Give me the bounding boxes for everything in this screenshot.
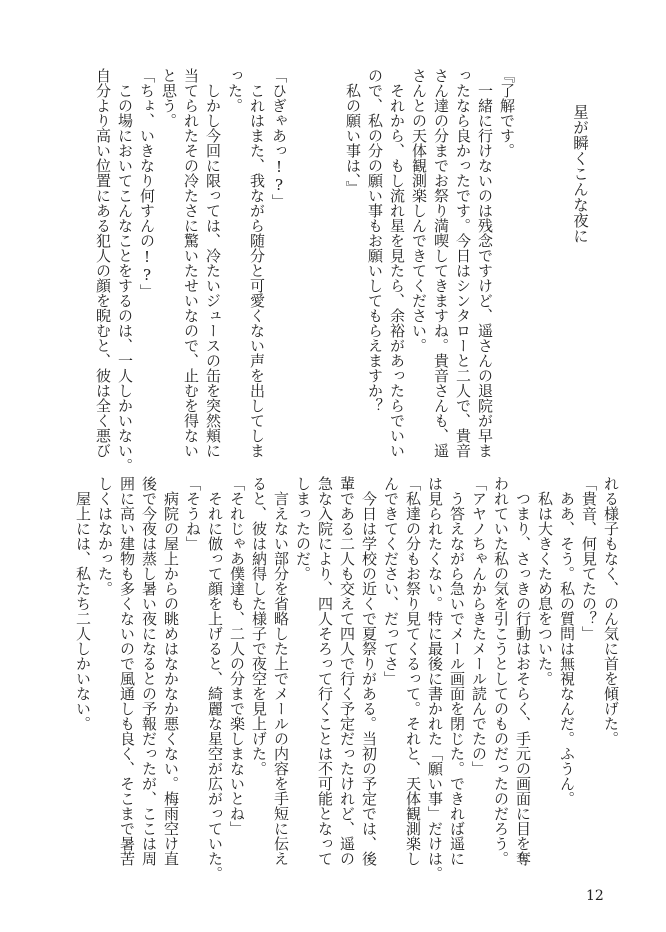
chapter-title: 星が瞬くこんな夜に xyxy=(571,104,589,244)
narrative-text-upper-left: 「ひぎゃあっ!?」 これはまた、我ながら随分と可愛くない声を出してしま った。 しかし今回に限っては、冷たいジュースの缶を突然頬に 当てられたその冷たさに驚いたせいなので、止むを得ない と思う。 「ちょ、いきなり何すんの!?」 この場においてこんなことをするのは、一人しかいない。 自分より高い位置にある犯人の顔を睨むと、彼は全く悪び xyxy=(94,68,288,473)
email-message-text: 『了解です。 一緒に行けないのは残念ですけど、遥さんの退院が早ま ったなら良かったです。今日はシンタローと二人で、貴音 さん達の分までお祭り満喫してきますね。貴音さんも、遥 さんとの天体観測楽しんできてください。 それから、もし流れ星を見たら、余裕があったらでいい ので、私の分の願い事もお願いしてもらえますか？ 私の願い事は、』 xyxy=(344,68,516,458)
page-number: 12 xyxy=(586,888,604,904)
narrative-text-lower: れる様子もなく、のん気に首を傾げた。 「貴音、何見てたの？」 ああ、そう。私の質問は無視なんだ。ふうん。 私は大きくため息をついた。 つまり、さっきの行動はおそらく、手元の画面に目を奪 われていた私の気を引こうとしてのものだったのだろう。 「アヤノちゃんからきたメール読んでたの」 う答えながら急いでメール画面を閉じた。できれば遥に は見られたくない。特に最後に書かれた「願い事」だけは。 「私達の分もお祭り見てくるって。それと、天体観測楽し んできてください、だってさ」 今日は学校の近くで夏祭りがある。当初の予定では、後 輩である二人も交えて四人で行く予定だったけれど、遥の 急な入院により、四人そろって行くことは不可能となって しまったのだ。 言えない部分を省略した上でメールの内容を手短に伝え ると、彼は納得した様子で夜空を見上げた。 「それじゃあ僕達も、二人の分まで楽しまないとね」 それに倣って顔を上げると、綺麗な星空が広がっていた。 「そうね」 病院の屋上からの眺めはなかなか悪くない。梅雨空け直 後で今夜は蒸し暑い夜になるとの予報だったが、ここは周 囲に高い建物も多くないので風通しも良く、そこまで暑苦 しくはなかった。 屋上には、私たち二人しかいない。 xyxy=(74,476,620,881)
